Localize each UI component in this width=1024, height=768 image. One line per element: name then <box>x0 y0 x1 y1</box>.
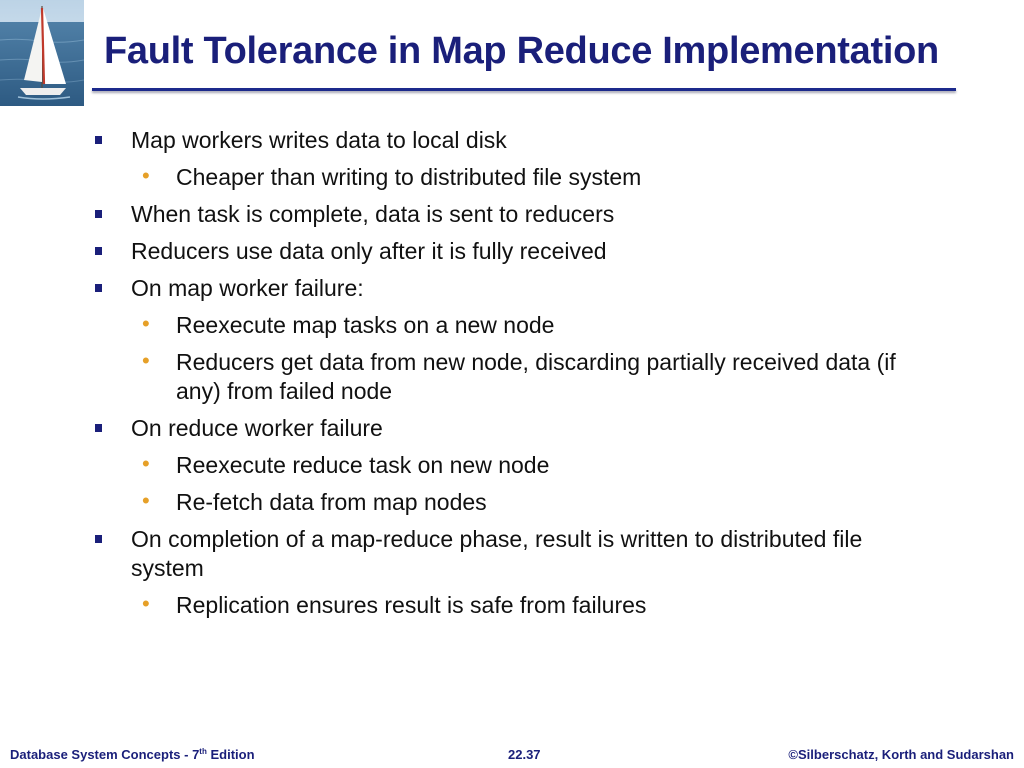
dot-bullet-icon: • <box>142 451 150 476</box>
dot-bullet-icon: • <box>142 591 150 616</box>
footer-copyright: ©Silberschatz, Korth and Sudarshan <box>788 747 1014 762</box>
list-item-text: Cheaper than writing to distributed file system <box>176 164 642 190</box>
list-item-text: On reduce worker failure <box>131 415 383 441</box>
list-item <box>0 274 931 303</box>
list-item <box>0 451 936 480</box>
dot-bullet-icon: • <box>142 163 150 188</box>
dot-bullet-icon: • <box>142 348 150 373</box>
slide-footer <box>0 745 1024 765</box>
list-item-text: On map worker failure: <box>131 275 364 301</box>
list-item <box>0 163 936 192</box>
list-item <box>0 237 931 266</box>
footer-book-title-prefix: Database System Concepts - 7 <box>10 747 200 762</box>
footer-edition-superscript: th <box>199 747 207 756</box>
list-item <box>0 348 936 406</box>
list-item <box>0 488 936 517</box>
title-divider <box>92 88 956 91</box>
list-item-text: On completion of a map-reduce phase, result is written to distributed file system <box>131 526 863 581</box>
square-bullet-icon <box>95 210 102 218</box>
footer-book-title <box>10 747 255 762</box>
list-item <box>0 200 931 229</box>
dot-bullet-icon: • <box>142 488 150 513</box>
list-item-text: Replication ensures result is safe from failures <box>176 592 647 618</box>
square-bullet-icon <box>95 535 102 543</box>
list-item-text: When task is complete, data is sent to reducers <box>131 201 615 227</box>
list-item-text: Reducers get data from new node, discarding partially received data (if any) from failed node <box>176 349 896 404</box>
dot-bullet-icon: • <box>142 311 150 336</box>
list-item <box>0 414 931 443</box>
sailboat-logo-icon <box>0 0 84 106</box>
list-item-text: Reducers use data only after it is fully received <box>131 238 607 264</box>
bullet-list <box>0 126 1024 628</box>
list-item-text: Reexecute map tasks on a new node <box>176 312 555 338</box>
square-bullet-icon <box>95 136 102 144</box>
list-item-text: Re-fetch data from map nodes <box>176 489 487 515</box>
list-item <box>0 311 936 340</box>
square-bullet-icon <box>95 424 102 432</box>
list-item <box>0 591 936 620</box>
list-item-text: Reexecute reduce task on new node <box>176 452 550 478</box>
square-bullet-icon <box>95 247 102 255</box>
footer-book-title-suffix: Edition <box>206 747 255 762</box>
slide-title: Fault Tolerance in Map Reduce Implementation <box>104 30 939 72</box>
list-item <box>0 126 931 155</box>
square-bullet-icon <box>95 284 102 292</box>
list-item <box>0 525 931 583</box>
list-item-text: Map workers writes data to local disk <box>131 127 507 153</box>
page-number: 22.37 <box>508 747 541 762</box>
